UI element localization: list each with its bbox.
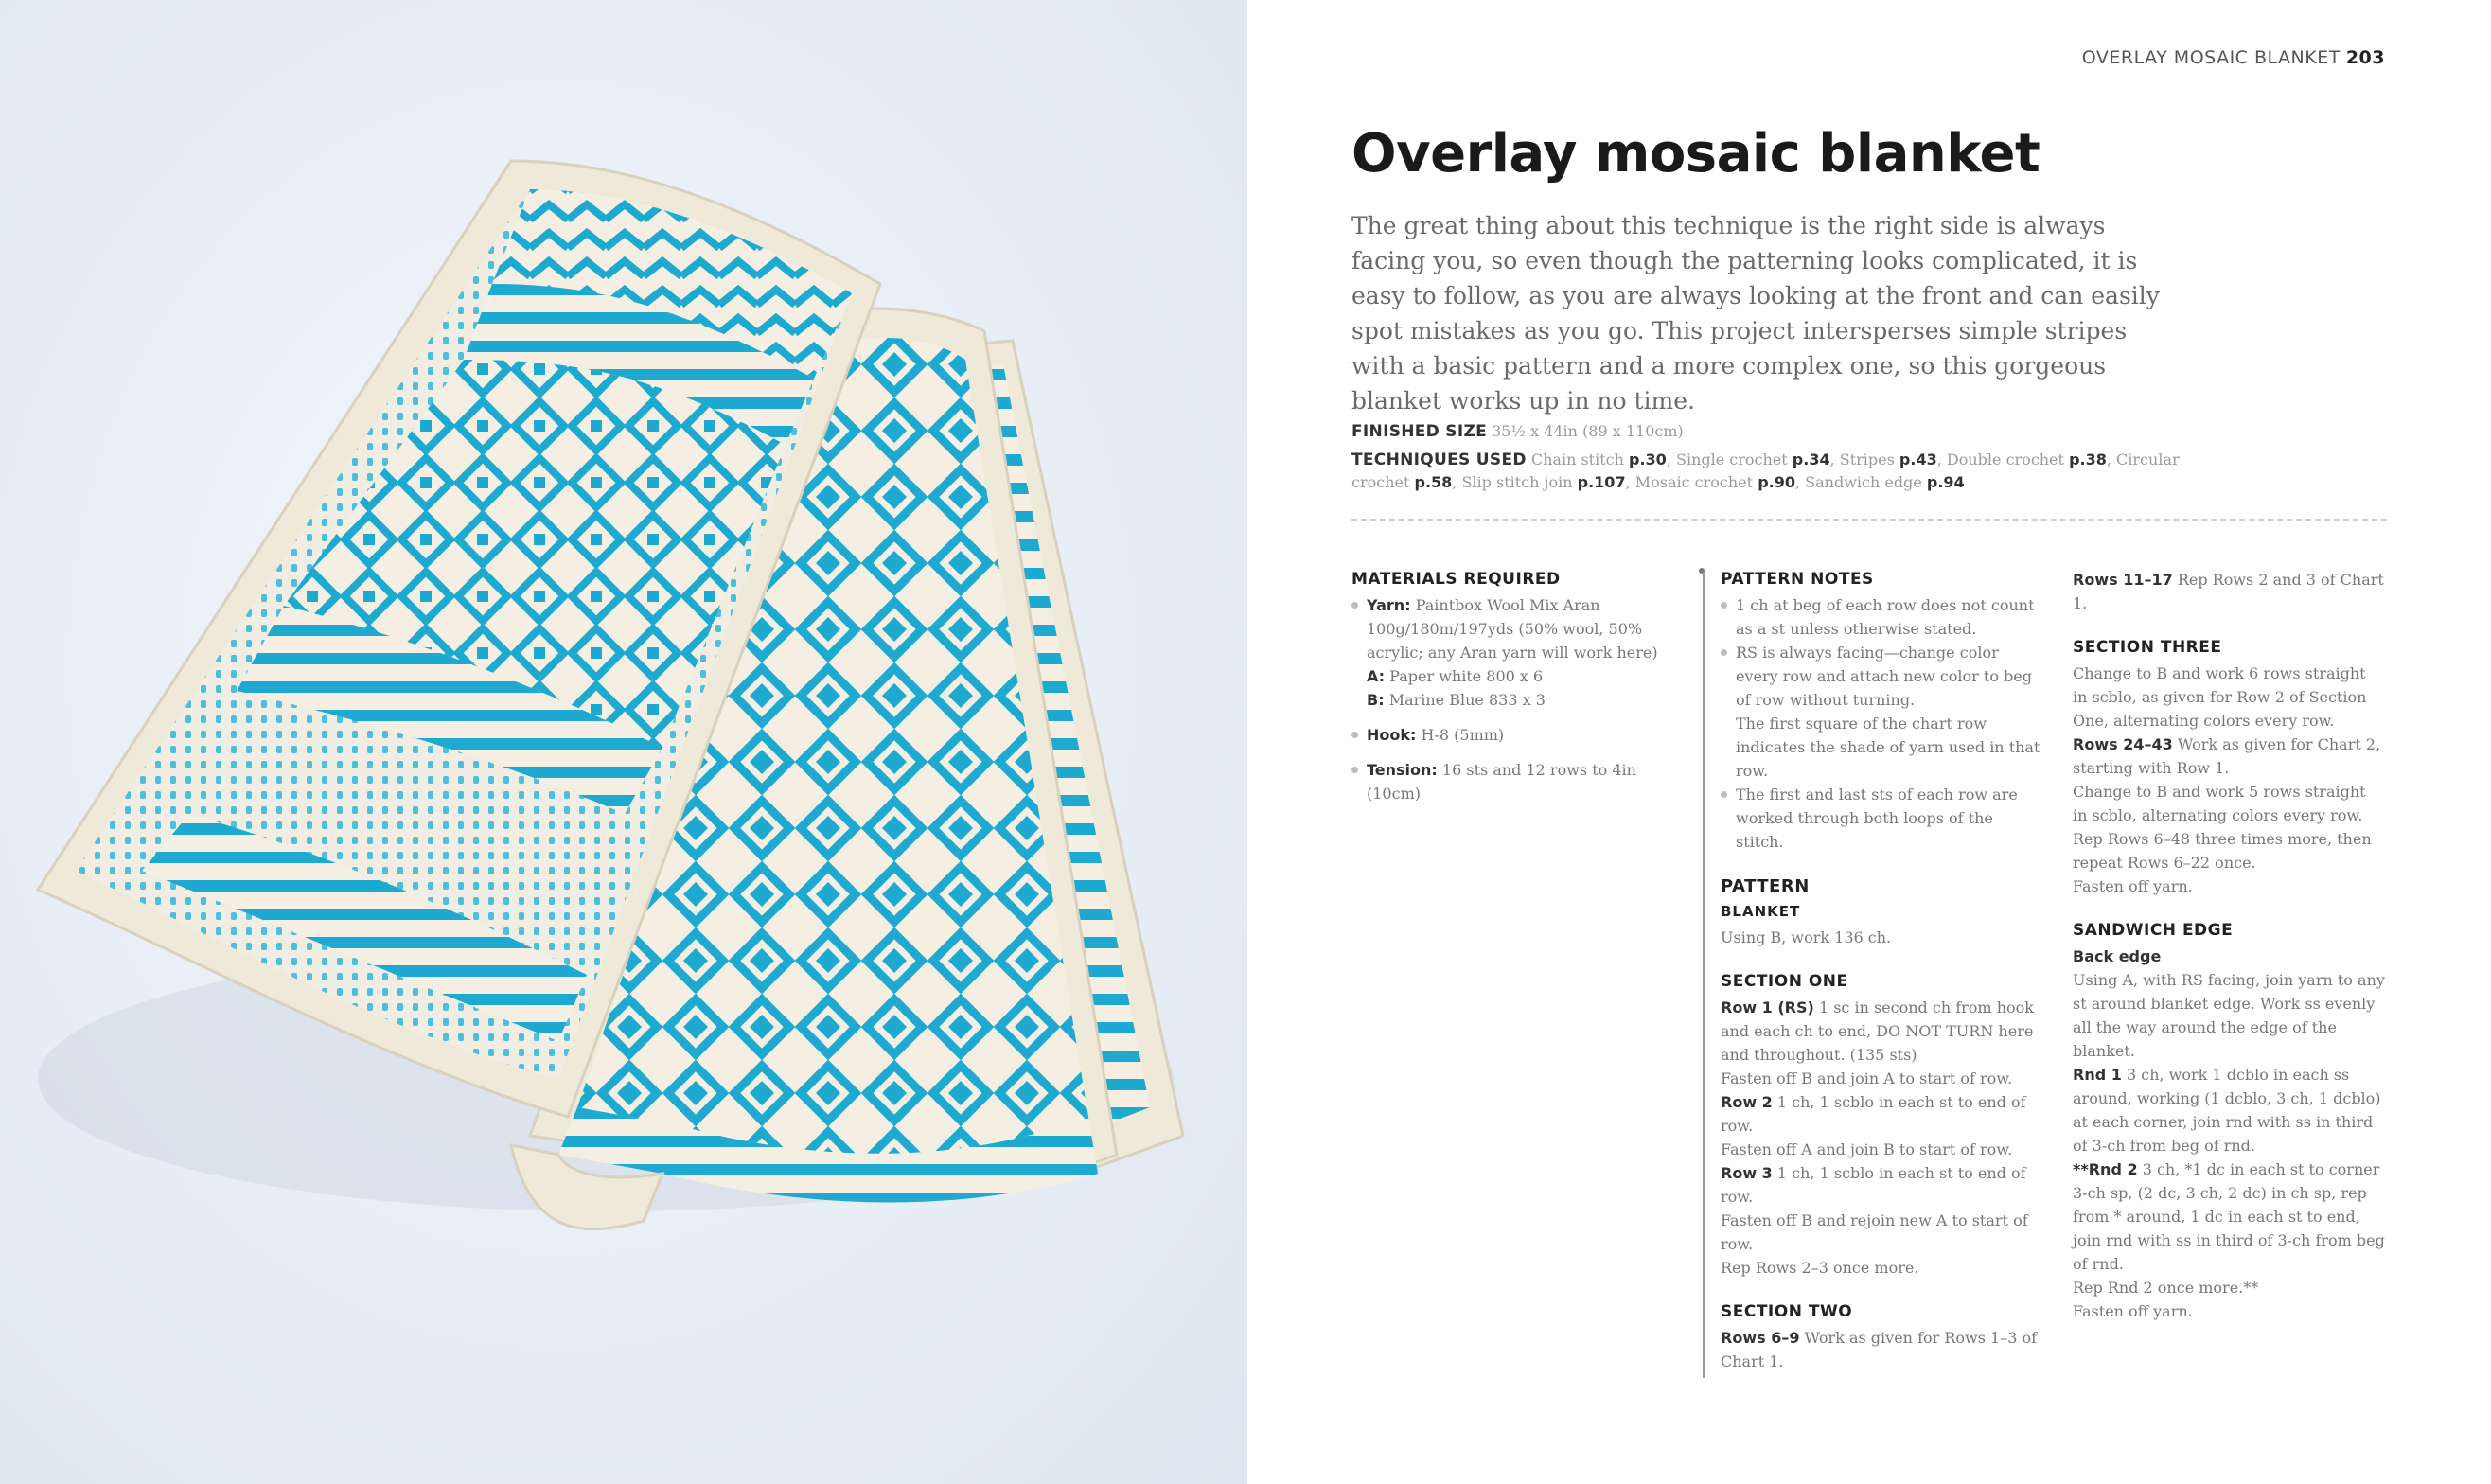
materials-list <box>1352 593 1683 805</box>
list-item: Tension: 16 sts and 12 rows to 4in (10cm) <box>1352 758 1683 805</box>
finished-size <box>1352 420 2203 443</box>
column-rule <box>1703 572 1705 1378</box>
technique-item: Stripes p.43, <box>1839 450 1947 468</box>
blanket-subheading: BLANKET <box>1721 903 1801 920</box>
technique-item: Double crochet p.38, <box>1946 450 2117 468</box>
list-item: Hook: H-8 (5mm) <box>1352 723 1683 747</box>
text-page <box>1247 0 2491 1484</box>
row-3: Row 3 1 ch, 1 scblo in each st to end of row. <box>1721 1164 2026 1206</box>
section-three-heading: SECTION THREE <box>2073 638 2222 657</box>
technique-item: Single crochet p.34, <box>1675 450 1840 468</box>
row-1: Row 1 (RS) 1 sc in second ch from hook and each ch to end, DO NOT TURN here and throughout. (135 sts) <box>1721 998 2034 1064</box>
continued-column <box>2073 568 2385 1323</box>
technique-item: Slip stitch join p.107, <box>1461 473 1635 491</box>
pattern-notes-heading: PATTERN NOTES <box>1721 570 1874 589</box>
techniques-used <box>1352 449 2203 494</box>
sandwich-edge-heading: SANDWICH EDGE <box>2073 921 2234 940</box>
technique-item: Mosaic crochet p.90, <box>1634 473 1806 491</box>
row-2-note: Fasten off A and join B to start of row. <box>1721 1140 2013 1158</box>
section-three-text: Rep Rows 6–48 three times more, then repeat Rows 6–22 once. <box>2073 830 2372 872</box>
row-1-note: Fasten off B and join A to start of row. <box>1721 1069 2013 1087</box>
round-2: **Rnd 2 3 ch, *1 dc in each st to corner 3-ch sp, (2 dc, 3 ch, 2 dc) in ch sp, rep from * around, 1 dc in each st to end, join rnd with ss in third of 3-ch from beg of rnd. <box>2073 1160 2385 1273</box>
dashed-divider <box>1352 519 2387 521</box>
pattern-column <box>1721 568 2042 1373</box>
page-number: 203 <box>2345 47 2385 68</box>
row-2: Row 2 1 ch, 1 scblo in each st to end of row. <box>1721 1093 2026 1135</box>
list-item: The first and last sts of each row are worked through both loops of the stitch. <box>1721 783 2042 854</box>
pattern-notes-list <box>1721 593 2042 854</box>
techniques-label: TECHNIQUES USED <box>1352 450 1527 469</box>
rows-11-17: Rows 11–17 Rep Rows 2 and 3 of Chart 1. <box>2073 571 2384 612</box>
technique-item: Circular crochet p.58, <box>1352 450 2180 491</box>
back-edge-text: Using A, with RS facing, join yarn to any st around blanket edge. Work ss evenly all the way around the edge of the blanket. <box>2073 971 2385 1060</box>
intro-paragraph: The great thing about this technique is the right side is always facing you, so even though the patterning looks complicated, it is easy to follow, as you are always looking at the front and can easily spot mistakes as you go. This project intersperses simple stripes with a basic pattern and a more complex one, so this gorgeous blanket works up in no time. <box>1352 212 2160 415</box>
technique-item: Chain stitch p.30, <box>1530 450 1676 468</box>
running-head-label: OVERLAY MOSAIC BLANKET <box>2081 47 2341 68</box>
materials-heading: MATERIALS REQUIRED <box>1352 570 1561 589</box>
section-three-text: Fasten off yarn. <box>2073 877 2193 895</box>
repeat-round-note: Rep Rnd 2 once more.** <box>2073 1279 2259 1297</box>
rows-6-9: Rows 6–9 Work as given for Rows 1–3 of Chart 1. <box>1721 1329 2038 1370</box>
list-item: 1 ch at beg of each row does not count as a st unless otherwise stated. <box>1721 593 2042 641</box>
section-three-text: Change to B and work 5 rows straight in scblo, alternating colors every row. <box>2073 783 2366 824</box>
back-edge-label: Back edge <box>2073 947 2162 965</box>
row-3-note: Fasten off B and rejoin new A to start of row. <box>1721 1211 2028 1253</box>
section-one-heading: SECTION ONE <box>1721 972 1848 991</box>
fasten-off-note: Fasten off yarn. <box>2073 1302 2193 1320</box>
pattern-heading: PATTERN <box>1721 876 1810 896</box>
section-three-text: Change to B and work 6 rows straight in scblo, as given for Row 2 of Section One, alternating colors every row. <box>2073 664 2367 730</box>
rows-24-43: Rows 24–43 Work as given for Chart 2, starting with Row 1. <box>2073 735 2381 777</box>
materials-column <box>1352 568 1683 817</box>
repeat-note: Rep Rows 2–3 once more. <box>1721 1259 1919 1277</box>
section-two-heading: SECTION TWO <box>1721 1302 1853 1321</box>
running-head <box>2082 47 2385 68</box>
technique-item: Sandwich edge p.94 <box>1805 473 1965 491</box>
blanket-text: Using B, work 136 ch. <box>1721 928 1892 946</box>
round-1: Rnd 1 3 ch, work 1 dcblo in each ss around, working (1 dcblo, 3 ch, 1 dcblo) at each corner, join rnd with ss in third of 3-ch from beg of rnd. <box>2073 1066 2381 1155</box>
list-item: Yarn: Paintbox Wool Mix Aran 100g/180m/197yds (50% wool, 50% acrylic; any Aran yarn will work here) A: Paper white 800 x 6 B: Marine Blue 833 x 3 <box>1352 593 1683 712</box>
finished-size-value: 35½ x 44in (89 x 110cm) <box>1492 422 1684 440</box>
list-item: RS is always facing—change color every row and attach new color to beg of row without turning. The first square of the chart row indicates the shade of yarn used in that row. <box>1721 641 2042 783</box>
page-title: Overlay mosaic blanket <box>1352 123 2040 185</box>
finished-size-label: FINISHED SIZE <box>1352 422 1488 441</box>
